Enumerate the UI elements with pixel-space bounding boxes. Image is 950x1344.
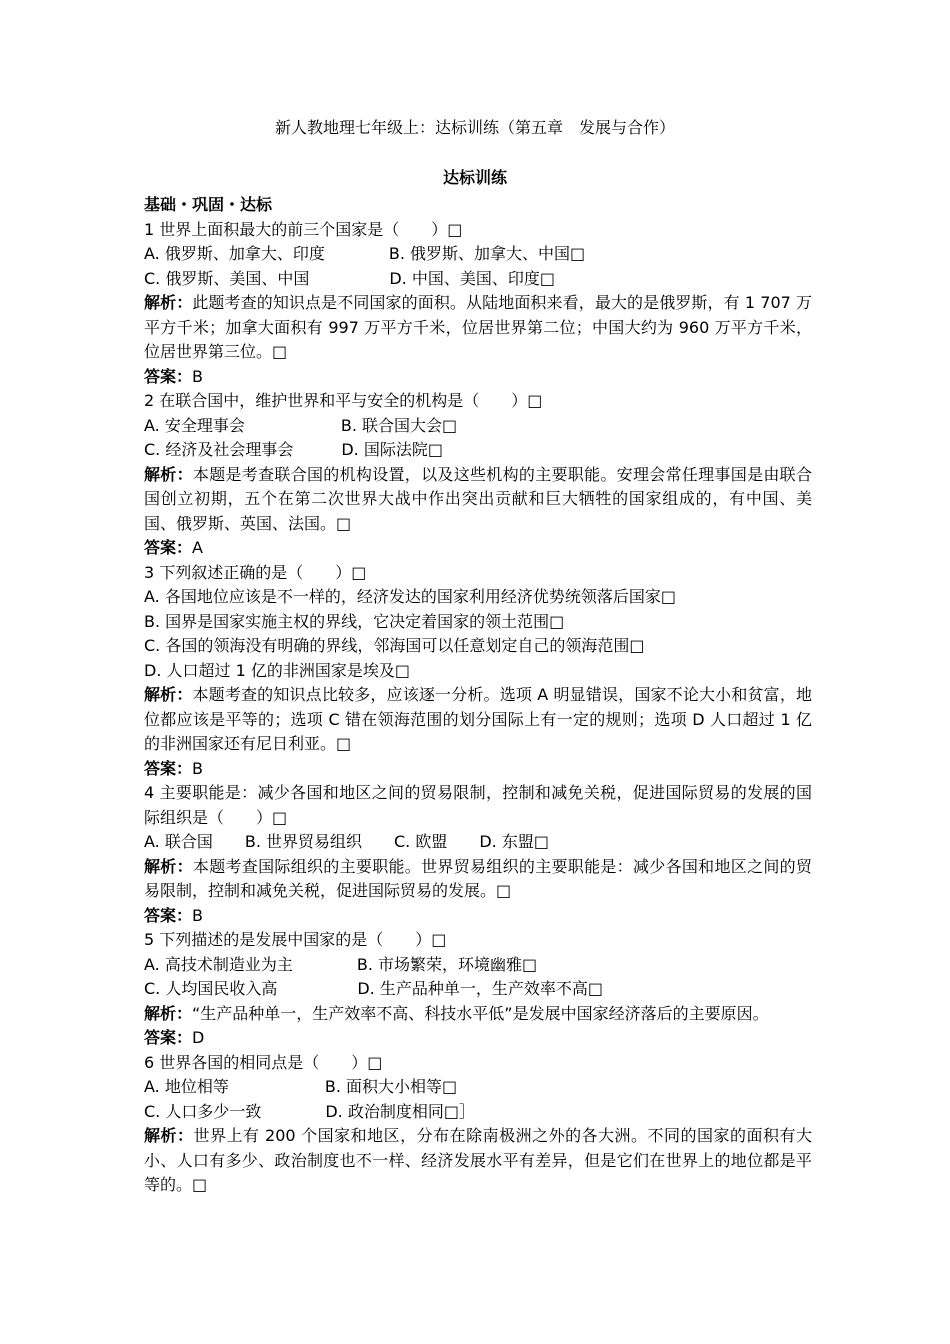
answer-line [144, 757, 812, 782]
question-options: A. 联合国 B. 世界贸易组织 C. 欧盟 D. 东盟□ [144, 832, 549, 851]
answer-label: 答案： [144, 758, 193, 778]
answer-line [144, 365, 812, 390]
question-options: A. 各国地位应该是不一样的，经济发达的国家利用经济优势统领落后国家□ [144, 587, 676, 606]
analysis-text: “生产品种单一，生产效率不高、科技水平低”是发展中国家经济落后的主要原因。 [192, 1003, 769, 1023]
answer-value: B [192, 905, 203, 925]
analysis-paragraph [144, 855, 812, 904]
analysis-paragraph [144, 1124, 812, 1198]
section-title: 达标训练 [442, 168, 507, 187]
analysis-paragraph [144, 683, 812, 757]
question-stem: 1 世界上面积最大的前三个国家是（ ）□ [144, 219, 463, 239]
answer-value: B [192, 758, 203, 778]
document-title: 新人教地理七年级上：达标训练（第五章 发展与合作） [274, 118, 675, 137]
analysis-text: 本题考查国际组织的主要职能。世界贸易组织的主要职能是：减少各国和地区之间的贸易限制，控制和减免关税，促进国际贸易的发展。□ [144, 856, 812, 900]
answer-label: 答案： [144, 366, 193, 386]
question-1 [144, 218, 812, 390]
question-options: B. 国界是国家实施主权的界线，它决定着国家的领土范围□ [144, 611, 565, 631]
question-stem: 6 世界各国的相同点是（ ）□ [144, 1052, 383, 1072]
analysis-label: 解析： [144, 685, 193, 704]
question-stem: 4 主要职能是：减少各国和地区之间的贸易限制，控制和减免关税，促进国际贸易的发展的国际组织是（ ）□ [144, 783, 812, 827]
question-6 [144, 1051, 812, 1198]
analysis-text: 此题考查的知识点是不同国家的面积。从陆地面积来看，最大的是俄罗斯，有 1 707 万平方千米；加拿大面积有 997 万平方千米，位居世界第二位；中国大约为 960 万平方千米，位居世界第三位。□ [144, 293, 812, 361]
analysis-label: 解析： [144, 1126, 194, 1145]
question-options: C. 人口多少一致 D. 政治制度相同□］ [144, 1101, 475, 1121]
analysis-label: 解析： [144, 464, 193, 484]
question-options: A. 俄罗斯、加拿大、印度 B. 俄罗斯、加拿大、中国□ [144, 244, 586, 263]
question-options: C. 各国的领海没有明确的界线，邻海国可以任意划定自己的领海范围□ [144, 636, 645, 655]
answer-label: 答案： [144, 905, 193, 925]
document-body [144, 193, 812, 1198]
answer-label: 答案： [144, 1028, 193, 1047]
question-stem: 3 下列叙述正确的是（ ）□ [144, 562, 367, 582]
question-options: C. 经济及社会理事会 D. 国际法院□ [144, 440, 443, 459]
question-3 [144, 561, 812, 782]
answer-line [144, 536, 812, 561]
analysis-label: 解析： [144, 856, 193, 876]
analysis-paragraph [144, 291, 812, 365]
question-options: A. 高技术制造业为主 B. 市场繁荣，环境幽雅□ [144, 954, 538, 974]
question-stem: 5 下列描述的是发展中国家的是（ ）□ [144, 930, 447, 949]
answer-value: A [192, 538, 203, 557]
question-options: C. 人均国民收入高 D. 生产品种单一，生产效率不高□ [144, 979, 603, 998]
question-4 [144, 781, 812, 928]
question-options: A. 地位相等 B. 面积大小相等□ [144, 1077, 458, 1096]
question-options: D. 人口超过 1 亿的非洲国家是埃及□ [144, 660, 410, 680]
question-options: A. 安全理事会 B. 联合国大会□ [144, 415, 458, 435]
analysis-text: 世界上有 200 个国家和地区，分布在除南极洲之外的各大洲。不同的国家的面积有大小、人口有多少、政治制度也不一样、经济发展水平有差异，但是它们在世界上的地位都是平等的。□ [144, 1126, 812, 1194]
question-2 [144, 389, 812, 561]
analysis-text: 本题考查的知识点比较多，应该逐一分析。选项 A 明显错误，国家不论大小和贫富，地位都应该是平等的；选项 C 错在领海范围的划分国际上有一定的规则；选项 D 人口超过 1 亿的非洲国家还有尼日利亚。□ [144, 685, 812, 753]
answer-label: 答案： [144, 538, 193, 557]
question-options: C. 俄罗斯、美国、中国 D. 中国、美国、印度□ [144, 268, 555, 288]
analysis-paragraph [144, 1002, 812, 1027]
subheading: 基础・巩固・达标 [144, 195, 273, 214]
answer-line [144, 1026, 812, 1051]
analysis-text: 本题是考查联合国的机构设置，以及这些机构的主要职能。安理会常任理事国是由联合国创立初期，五个在第二次世界大战中作出突出贡献和巨大牺牲的国家组成的，有中国、美国、俄罗斯、英国、法国。□ [144, 464, 812, 533]
question-stem: 2 在联合国中，维护世界和平与安全的机构是（ ）□ [144, 391, 543, 410]
analysis-label: 解析： [144, 1003, 193, 1023]
answer-value: D [192, 1028, 205, 1047]
answer-line [144, 904, 812, 929]
question-5 [144, 928, 812, 1051]
analysis-paragraph [144, 463, 812, 537]
answer-value: B [192, 366, 203, 386]
analysis-label: 解析： [144, 293, 193, 312]
